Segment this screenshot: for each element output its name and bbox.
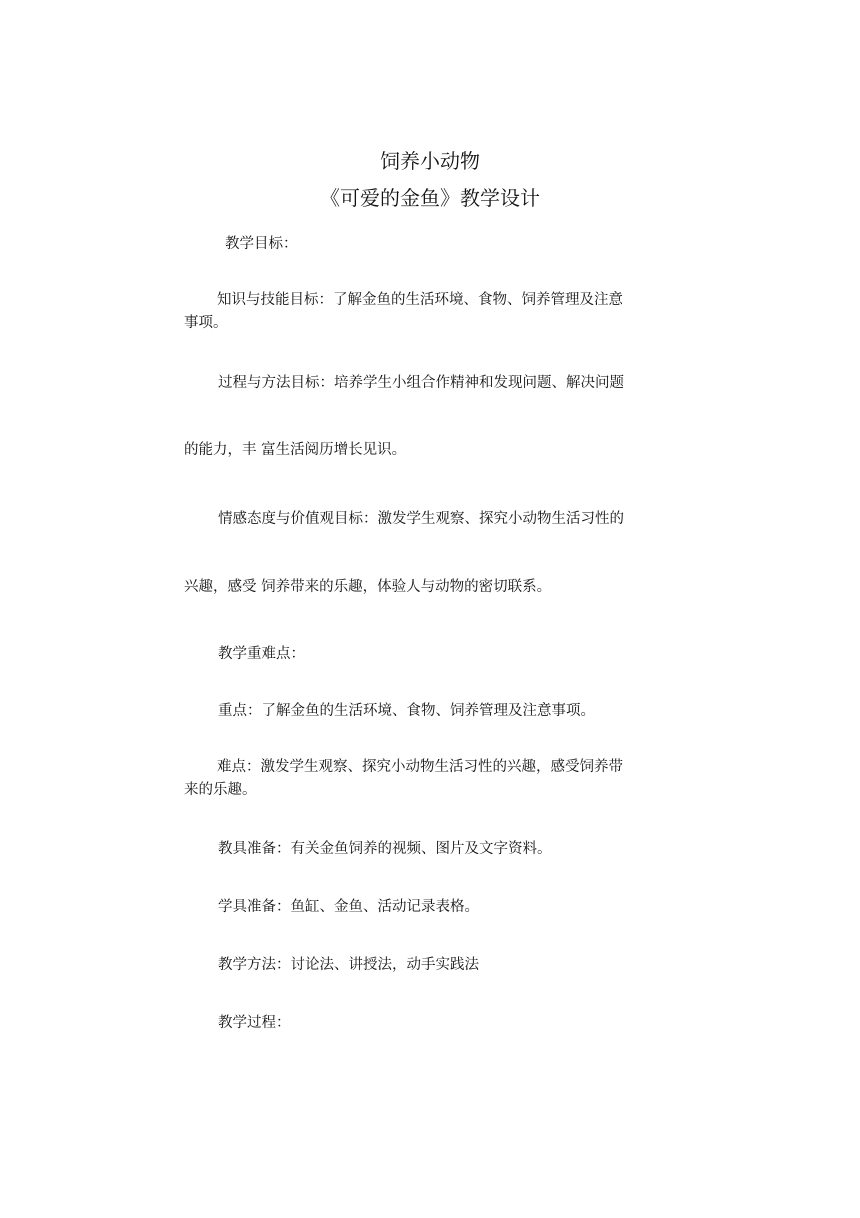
key-difficult-heading: 教学重难点：: [218, 646, 305, 662]
emotion-values-line-2: 兴趣，感受 饲养带来的乐趣，体验人与动物的密切联系。: [184, 579, 552, 595]
difficult-point-line-1: 难点：激发学生观察、探究小动物生活习性的兴趣，感受饲养带: [217, 759, 623, 775]
knowledge-skill-line-2: 事项。: [184, 315, 228, 331]
process-method-line-1: 过程与方法目标：培养学生小组合作精神和发现问题、解决问题: [218, 375, 624, 391]
teaching-process-heading: 教学过程：: [218, 1015, 291, 1031]
objectives-heading: 教学目标：: [225, 236, 298, 252]
emotion-values-line-1: 情感态度与价值观目标：激发学生观察、探究小动物生活习性的: [218, 511, 624, 527]
knowledge-skill-line-1: 知识与技能目标：了解金鱼的生活环境、食物、饲养管理及注意: [217, 292, 623, 308]
document-subtitle: 《可爱的金鱼》教学设计: [320, 186, 540, 210]
document-title: 饲养小动物: [380, 149, 480, 173]
difficult-point-paragraph: [184, 756, 684, 802]
teaching-aids: 教具准备：有关金鱼饲养的视频、图片及文字资料。: [218, 841, 552, 857]
process-method-line-2: 的能力，丰 富生活阅历增长见识。: [184, 442, 407, 458]
key-point: 重点：了解金鱼的生活环境、食物、饲养管理及注意事项。: [218, 703, 595, 719]
difficult-point-line-2: 来的乐趣。: [184, 782, 257, 798]
student-aids: 学具准备：鱼缸、金鱼、活动记录表格。: [218, 899, 479, 915]
teaching-methods: 教学方法：讨论法、讲授法，动手实践法: [218, 957, 479, 973]
knowledge-skill-paragraph: [184, 289, 684, 335]
